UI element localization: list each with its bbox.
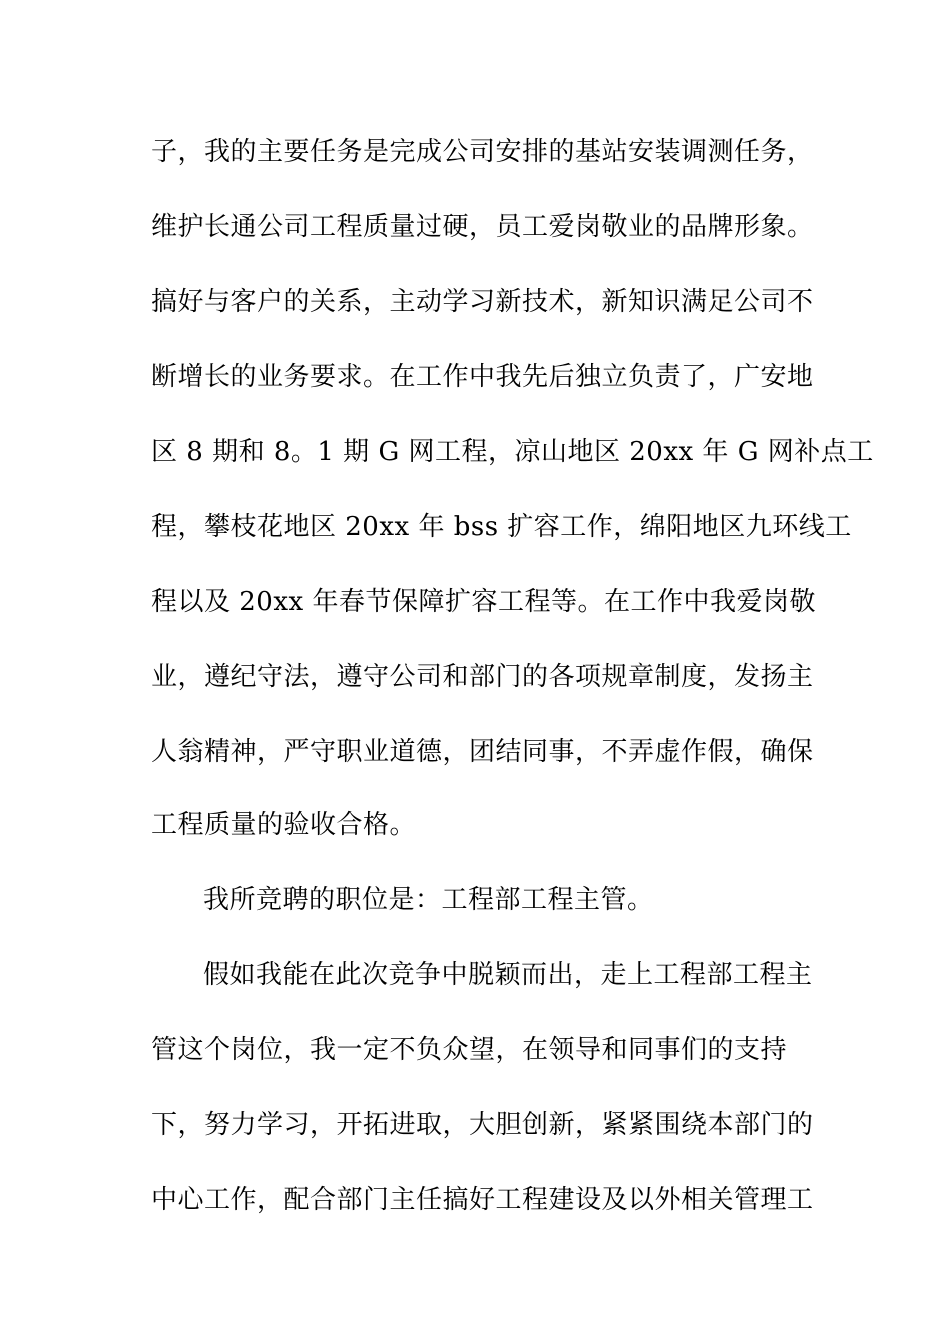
text-line-6: 程，攀枝花地区 20xx 年 bss 扩容工作，绵阳地区九环线工 bbox=[151, 512, 852, 542]
text-line-13: 管这个岗位，我一定不负众望，在领导和同事们的支持 bbox=[151, 1035, 788, 1065]
text-line-3: 搞好与客户的关系，主动学习新技术，新知识满足公司不 bbox=[151, 287, 814, 317]
text-line-4: 断增长的业务要求。在工作中我先后独立负责了，广安地 bbox=[151, 362, 814, 392]
text-line-12: 假如我能在此次竞争中脱颖而出，走上工程部工程主 bbox=[203, 960, 813, 990]
text-line-5: 区 8 期和 8。1 期 G 网工程，凉山地区 20xx 年 G 网补点工 bbox=[151, 437, 874, 467]
text-line-7: 程以及 20xx 年春节保障扩容工程等。在工作中我爱岗敬 bbox=[151, 587, 816, 617]
text-line-11: 我所竞聘的职位是：工程部工程主管。 bbox=[203, 885, 654, 915]
text-line-14: 下，努力学习，开拓进取，大胆创新，紧紧围绕本部门的 bbox=[151, 1110, 814, 1140]
text-line-9: 人翁精神，严守职业道德，团结同事，不弄虚作假，确保 bbox=[151, 737, 814, 767]
text-line-10: 工程质量的验收合格。 bbox=[151, 810, 417, 840]
text-line-15: 中心工作，配合部门主任搞好工程建设及以外相关管理工 bbox=[151, 1185, 814, 1215]
text-line-2: 维护长通公司工程质量过硬，员工爱岗敬业的品牌形象。 bbox=[151, 212, 814, 242]
text-line-8: 业，遵纪守法，遵守公司和部门的各项规章制度，发扬主 bbox=[151, 662, 814, 692]
text-line-1: 子，我的主要任务是完成公司安排的基站安装调测任务， bbox=[151, 137, 814, 167]
